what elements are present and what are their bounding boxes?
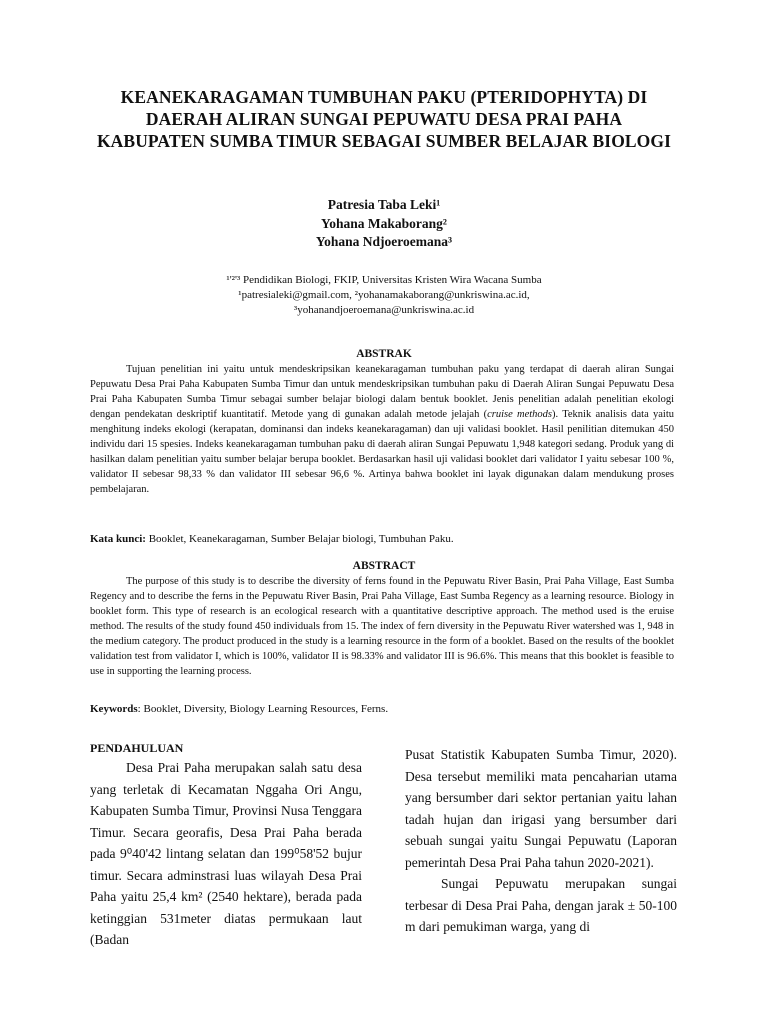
left-column xyxy=(90,740,362,951)
body-paragraph: Desa Prai Paha merupakan salah satu desa yang terletak di Kecamatan Nggaha Ori Angu, Kabupaten Sumba Timur, Provinsi Nusa Tenggara Timur. Secara georafis, Desa Prai Paha berada pada 9⁰40'42 lintang selatan dan 199⁰58'52 bujur timur. Secara adminstrasi luas wilayah Desa Prai Paha yaitu 25,4 km² (2540 hektare), berada pada ketinggian 531meter diatas permukaan laut (Badan xyxy=(90,760,362,947)
kata-kunci-label: Kata kunci: xyxy=(90,533,146,545)
abstrak-text-part: Tujuan penelitian ini yaitu untuk mendeskripsikan keanekaragaman tumbuhan paku yang terdapat di daerah aliran Sungai Pepuwatu Desa Prai Paha Kabupaten Sumba Timur dan untuk mendeskripsikan tumbuhan paku di Daerah Aliran Sungai Pepuwatu Desa Prai Paha Kabupaten Sumba Timur sebagai sumber belajar biologi dalam bentuk booklet. Jenis penelitian adalah penelitian ekologi dengan pendekatan deskriptif kuantitatif. Metode yang di gunakan adalah metode jelajah ( xyxy=(90,364,674,420)
kata-kunci-text: Booklet, Keanekaragaman, Sumber Belajar biologi, Tumbuhan Paku. xyxy=(145,533,454,545)
author-name: Yohana Ndjoeroemana³ xyxy=(315,234,453,249)
keywords-text: : Booklet, Diversity, Biology Learning Resources, Ferns. xyxy=(137,703,389,715)
email-line: ¹patresialeki@gmail.com, ²yohanamakaborang@unkriswina.ac.id, xyxy=(238,289,530,301)
affiliation-line: ¹'²'³ Pendidikan Biologi, FKIP, Universitas Kristen Wira Wacana Sumba xyxy=(226,274,542,286)
abstract-heading: ABSTRACT xyxy=(352,560,416,572)
author-name: Patresia Taba Leki¹ xyxy=(327,197,441,212)
keywords-label: Keywords xyxy=(90,703,138,715)
abstrak-text-part: ). Teknik analisis data yaitu menghitung indeks ekologi (kerapatan, dominansi dan indeks keanekaragaman) dan uji validasi booklet. Hasil penilitian ditemukan 450 individu dari 15 spesies. Indeks keanekaragaman tumbuhan paku di daerah aliran Sungai Pepuwatu 1,948 kategori sedang. Produk yang di hasilkan dalam penelitian yaitu sumber belajar berupa booklet. Berdasarkan hasil uji validasi booklet dari validator I yaitu sebesar 100 %, validator II sebesar 98,33 % dan validator III sebesar 96,6 %. Artinya bahwa booklet ini layak digunakan dalam mendukung proses pembelajaran. xyxy=(90,409,674,495)
keywords xyxy=(90,702,674,717)
body-paragraph: Sungai Pepuwatu merupakan sungai terbesar di Desa Prai Paha, dengan jarak ± 50-100 m dari pemukiman warga, yang di xyxy=(405,876,677,934)
abstrak-heading: ABSTRAK xyxy=(356,348,412,360)
author-name: Yohana Makaborang² xyxy=(321,215,447,231)
author-list xyxy=(0,196,768,252)
email-line: ³yohanandjoeroemana@unkriswina.ac.id xyxy=(293,304,475,316)
abstract-text-part: The purpose of this study is to describe the diversity of ferns found in the Pepuwatu River Basin, Prai Paha Village, East Sumba Regency and to describe the ferns in the Pepuwatu River Basin, Prai Paha Village, East Sumba Regency as a learning resource. Biology in booklet form. This type of research is an ecological research with a quantitative descriptive approach. The method used is the eruise method. The results of the study found 450 individuals from 15. The index of fern diversity in the Pepuwatu River watershed was 1, 948 in the medium category. The product produced in the study is a learning resource in the form of a booklet. Based on the results of the booklet validation test from validator I, which is 100%, validator II is 98.33% and validator III is 96.6%. This means that this booklet is feasible to use in supporting the learning process. xyxy=(90,576,674,677)
paper-title: KEANEKARAGAMAN TUMBUHAN PAKU (PTERIDOPHYTA) DI DAERAH ALIRAN SUNGAI PEPUWATU DESA PRAI PAHA KABUPATEN SUMBA TIMUR SEBAGAI SUMBER BELAJAR BIOLOGI xyxy=(96,87,672,151)
body-paragraph: Pusat Statistik Kabupaten Sumba Timur, 2020). Desa tersebut memiliki mata pencaharian utama yang bersumber dari sektor pertanian yaitu lahan tadah hujan dan irigasi yang bersumber dari sebuah sungai yaitu Sungai Pepuwatu (Laporan pemerintah Desa Prai Paha tahun 2020-2021). xyxy=(405,747,677,870)
pendahuluan-heading: PENDAHULUAN xyxy=(90,741,184,755)
abstrak-text xyxy=(90,362,674,497)
right-column xyxy=(405,744,677,938)
abstrak-emphasis: cruise methods xyxy=(487,409,553,420)
affiliation-block xyxy=(0,273,768,318)
kata-kunci xyxy=(90,532,674,547)
abstract-text xyxy=(90,574,674,679)
